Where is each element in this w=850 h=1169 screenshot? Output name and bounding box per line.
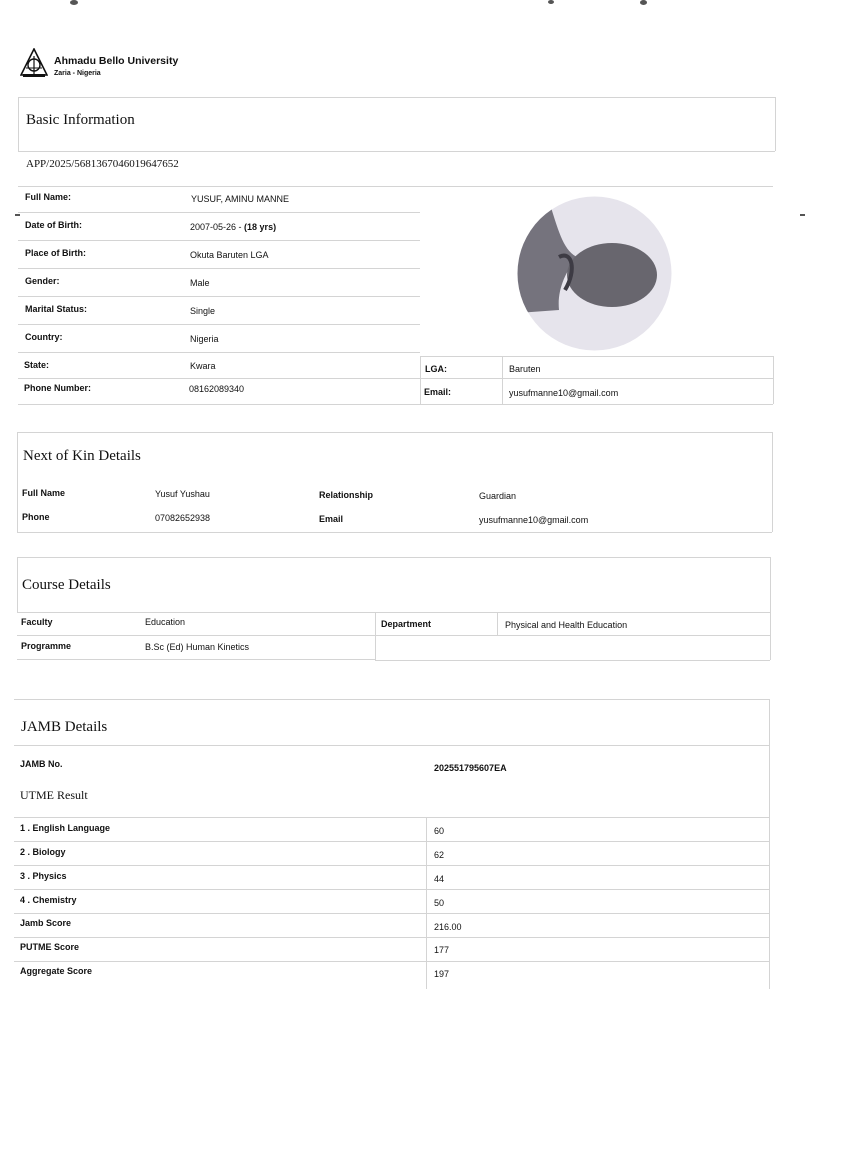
- divider: [420, 356, 773, 357]
- pob-label: Place of Birth:: [25, 248, 87, 258]
- utme-row-value: 44: [434, 874, 445, 884]
- marital-value: Single: [190, 306, 216, 316]
- gender-label: Gender:: [25, 276, 60, 286]
- divider: [770, 557, 771, 660]
- dob-label: Date of Birth:: [25, 220, 82, 230]
- section-title: JAMB Details: [21, 719, 108, 735]
- university-header: [20, 48, 220, 82]
- divider: [14, 865, 769, 866]
- utme-row-value: 50: [434, 898, 445, 908]
- kin-phone-value: 07082652938: [155, 513, 211, 523]
- email-value: yusufmanne10@gmail.com: [509, 388, 619, 398]
- university-location: Zaria - Nigeria: [54, 70, 101, 77]
- application-number: APP/2025/5681367046019647652: [26, 158, 179, 170]
- kin-email-value: yusufmanne10@gmail.com: [479, 515, 589, 525]
- programme-label: Programme: [21, 641, 72, 651]
- divider: [14, 889, 769, 890]
- passport-photo: [517, 195, 672, 352]
- faculty-value: Education: [145, 617, 186, 627]
- utme-row-value: 62: [434, 850, 445, 860]
- divider: [14, 817, 769, 818]
- divider: [18, 352, 420, 353]
- utme-row-label: 1 . English Language: [20, 823, 111, 833]
- divider: [17, 532, 772, 533]
- divider: [18, 378, 773, 379]
- putme-score-value: 177: [434, 945, 450, 955]
- divider: [14, 841, 769, 842]
- divider: [14, 937, 769, 938]
- kin-relationship-label: Relationship: [319, 490, 374, 500]
- divider: [420, 356, 421, 404]
- divider: [18, 296, 420, 297]
- section-title: Next of Kin Details: [23, 448, 141, 464]
- scan-speck: [15, 214, 20, 216]
- phone-value: 08162089340: [189, 384, 245, 394]
- divider: [375, 660, 770, 661]
- utme-result-title: UTME Result: [20, 788, 88, 802]
- divider: [18, 240, 420, 241]
- scan-speck: [800, 214, 805, 216]
- divider: [426, 817, 427, 989]
- putme-score-label: PUTME Score: [20, 942, 80, 952]
- divider: [502, 356, 503, 404]
- divider: [497, 612, 498, 635]
- divider: [772, 432, 773, 532]
- programme-value: B.Sc (Ed) Human Kinetics: [145, 642, 250, 652]
- department-label: Department: [381, 619, 432, 629]
- divider: [18, 324, 420, 325]
- divider: [18, 212, 420, 213]
- divider: [773, 356, 774, 404]
- dob-date: 2007-05-26 -: [190, 222, 245, 232]
- dob-age: (18 yrs): [244, 222, 277, 232]
- section-title: Basic Information: [26, 112, 135, 128]
- kin-relationship-value: Guardian: [479, 491, 517, 501]
- scan-speck: [640, 0, 647, 5]
- divider: [18, 97, 19, 151]
- divider: [17, 612, 770, 613]
- divider: [18, 97, 775, 98]
- jamb-no-value: 202551795607EA: [434, 763, 507, 773]
- phone-label: Phone Number:: [24, 383, 92, 393]
- country-value: Nigeria: [190, 334, 219, 344]
- divider: [17, 432, 18, 532]
- kin-name-label: Full Name: [22, 488, 66, 498]
- utme-row-label: 2 . Biology: [20, 847, 66, 857]
- university-name: Ahmadu Bello University: [54, 55, 179, 67]
- dob-value: [190, 222, 276, 232]
- aggregate-score-label: Aggregate Score: [20, 966, 93, 976]
- scan-speck: [548, 0, 554, 4]
- lga-value: Baruten: [509, 364, 541, 374]
- divider: [14, 745, 769, 746]
- divider: [18, 151, 775, 152]
- utme-row-label: 4 . Chemistry: [20, 895, 77, 905]
- aggregate-score-value: 197: [434, 969, 450, 979]
- jamb-score-label: Jamb Score: [20, 918, 72, 928]
- divider: [769, 699, 770, 989]
- divider: [14, 913, 769, 914]
- section-title: Course Details: [22, 577, 111, 593]
- email-label: Email:: [424, 387, 452, 397]
- kin-phone-label: Phone: [22, 512, 50, 522]
- divider: [14, 961, 769, 962]
- full-name-value: YUSUF, AMINU MANNE: [191, 194, 290, 204]
- faculty-label: Faculty: [21, 617, 53, 627]
- country-label: Country:: [25, 332, 63, 342]
- kin-name-value: Yusuf Yushau: [155, 489, 210, 499]
- full-name-label: Full Name:: [25, 192, 72, 202]
- university-crest-icon: [20, 48, 48, 78]
- department-value: Physical and Health Education: [505, 620, 628, 630]
- gender-value: Male: [190, 278, 210, 288]
- divider: [17, 659, 375, 660]
- utme-row-label: 3 . Physics: [20, 871, 67, 881]
- divider: [18, 404, 773, 405]
- utme-row-value: 60: [434, 826, 445, 836]
- kin-email-label: Email: [319, 514, 344, 524]
- divider: [775, 97, 776, 151]
- pob-value: Okuta Baruten LGA: [190, 250, 269, 260]
- divider: [17, 432, 772, 433]
- scan-speck: [70, 0, 78, 5]
- divider: [18, 186, 773, 187]
- divider: [17, 557, 770, 558]
- jamb-no-label: JAMB No.: [20, 759, 63, 769]
- divider: [18, 268, 420, 269]
- jamb-score-value: 216.00: [434, 922, 462, 932]
- divider: [14, 699, 769, 700]
- state-value: Kwara: [190, 361, 216, 371]
- divider: [375, 612, 376, 660]
- divider: [17, 557, 18, 613]
- divider: [17, 635, 770, 636]
- marital-label: Marital Status:: [25, 304, 88, 314]
- state-label: State:: [24, 360, 50, 370]
- lga-label: LGA:: [425, 364, 447, 374]
